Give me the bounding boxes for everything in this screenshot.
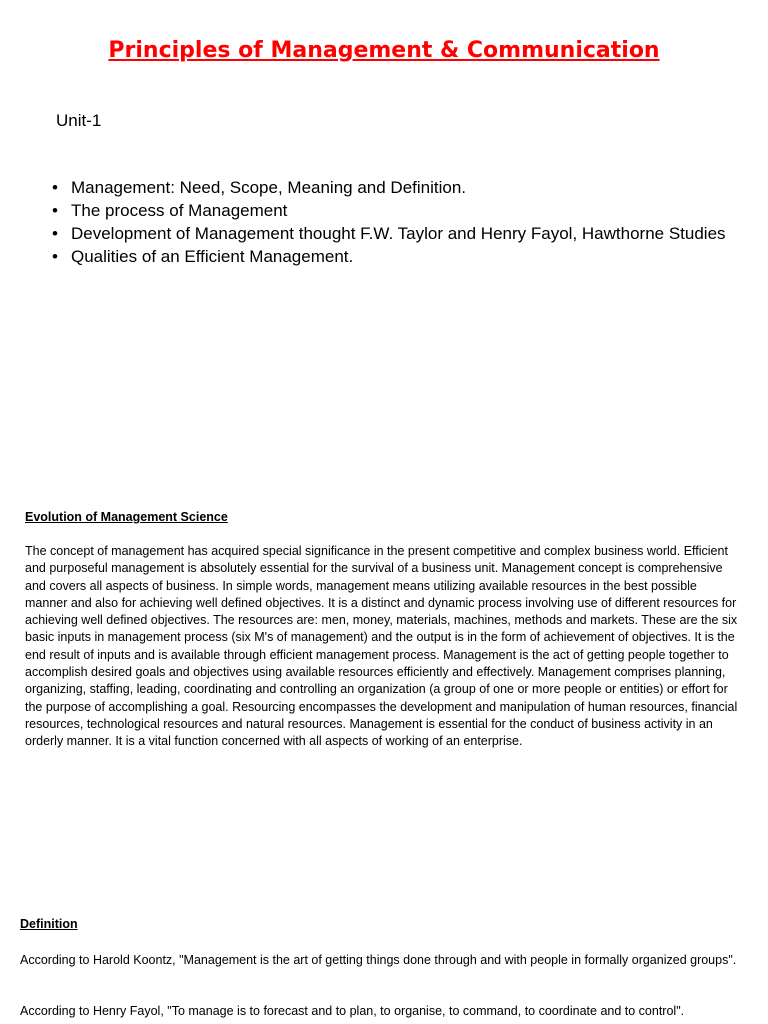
topic-item xyxy=(52,245,732,268)
topic-text: Qualities of an Efficient Management. xyxy=(71,247,354,266)
topic-item xyxy=(52,199,732,222)
topic-item xyxy=(52,222,732,245)
unit-label: Unit-1 xyxy=(56,111,102,130)
topic-item xyxy=(52,176,732,199)
topic-list xyxy=(52,176,732,268)
bullet-icon: • xyxy=(52,247,58,266)
page-title: Principles of Management & Communication xyxy=(108,38,660,63)
topic-text: Development of Management thought F.W. Taylor and Henry Fayol, Hawthorne Studies xyxy=(71,224,726,243)
topic-text: Management: Need, Scope, Meaning and Definition. xyxy=(71,178,467,197)
bullet-icon: • xyxy=(52,201,58,220)
definition-heading: Definition xyxy=(20,917,78,931)
koontz-definition: According to Harold Koontz, "Management is the art of getting things done through and with people in formally organized groups". xyxy=(20,953,737,967)
fayol-definition: According to Henry Fayol, "To manage is to forecast and to plan, to organise, to command, to coordinate and to control". xyxy=(20,1004,685,1018)
evolution-paragraph: The concept of management has acquired special significance in the present competitive and complex business world. Efficient and purposeful management is absolutely essential for the survival of a business unit. Management concept is comprehensive and covers all aspects of business. In simple words, management means utilizing available resources in the best possible manner and also for achieving well defined objectives. It is a distinct and dynamic process involving use of different resources for achieving well defined objectives. The resources are: men, money, materials, machines, methods and markets. These are the six basic inputs in management process (six M's of management) and the output is in the form of achievement of objectives. It is the end result of inputs and is available through efficient management process. Management is the act of getting people together to accomplish desired goals and objectives using available resources efficiently and effectively. Management comprises planning, organizing, staffing, leading, coordinating and controlling an organization (a group of one or more people or entities) or effort for the purpose of accomplishing a goal. Resourcing encompasses the development and manipulation of human resources, financial resources, technological resources and natural resources. Management is essential for the conduct of business activity in an orderly manner. It is a vital function concerned with all aspects of working of an enterprise. xyxy=(25,544,738,749)
evolution-heading: Evolution of Management Science xyxy=(25,510,228,524)
bullet-icon: • xyxy=(52,178,58,197)
bullet-icon: • xyxy=(52,224,58,243)
topic-text: The process of Management xyxy=(71,201,288,220)
